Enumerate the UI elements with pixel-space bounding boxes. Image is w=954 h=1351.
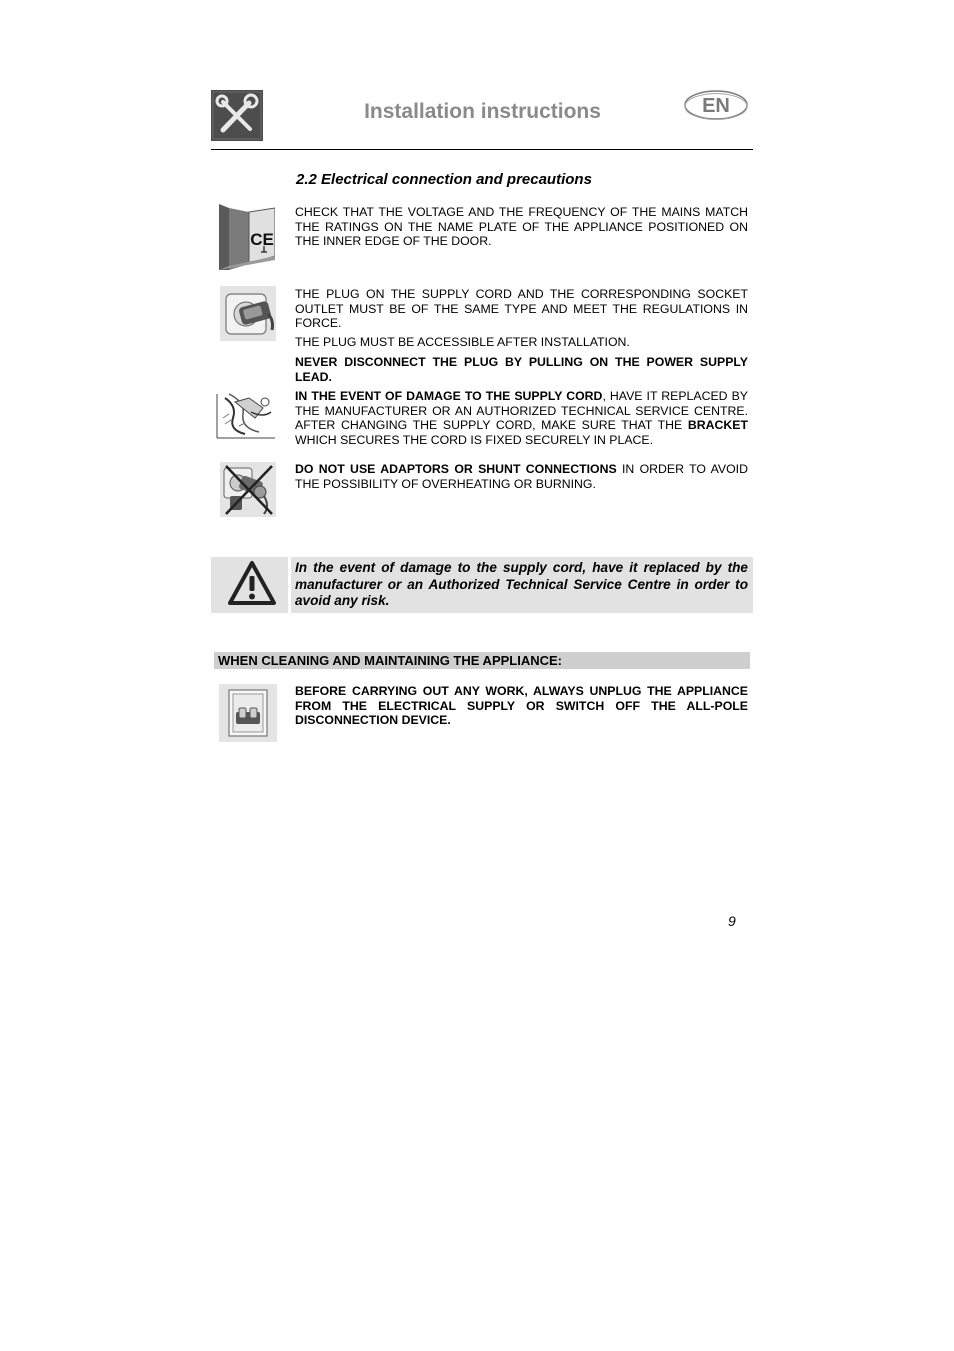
- language-badge-label: EN: [702, 95, 730, 117]
- page-title: Installation instructions: [364, 100, 601, 123]
- wall-switch-icon: [219, 684, 277, 742]
- cord-bracket: BRACKET: [687, 418, 748, 433]
- adaptors-paragraph: [295, 462, 748, 491]
- svg-text:CE: CE: [250, 230, 274, 249]
- cord-paragraph: [295, 389, 748, 447]
- header-divider: [211, 149, 753, 150]
- warning-triangle-icon: [227, 560, 277, 608]
- cord-lead: IN THE EVENT OF DAMAGE TO THE SUPPLY CORD: [295, 389, 603, 403]
- rating-plate-ce-icon: [219, 204, 275, 271]
- plug-paragraph: THE PLUG ON THE SUPPLY CORD AND THE CORRESPONDING SOCKET OUTLET MUST BE OF THE SAME TYPE AND MEET THE REGULATIONS IN FORCE.: [295, 287, 748, 331]
- never-disconnect-paragraph: NEVER DISCONNECT THE PLUG BY PULLING ON THE POWER SUPPLY LEAD.: [295, 355, 748, 384]
- language-badge: [684, 89, 748, 121]
- plug-accessible-paragraph: THE PLUG MUST BE ACCESSIBLE AFTER INSTALLATION.: [295, 335, 630, 349]
- cleaning-heading: WHEN CLEANING AND MAINTAINING THE APPLIANCE:: [218, 653, 563, 668]
- cleaning-paragraph: BEFORE CARRYING OUT ANY WORK, ALWAYS UNPLUG THE APPLIANCE FROM THE ELECTRICAL SUPPLY OR SWITCH OFF THE ALL-POLE DISCONNECTION DEVICE.: [295, 684, 748, 728]
- cord-text-1: , HAVE IT REPLACED BY THE MANUFACTURER OR AN AUTHORIZED TECHNICAL SERVICE CENTRE. AFTER CHANGING THE SUPPLY CORD, MAKE SURE THAT THE: [295, 389, 749, 433]
- section-heading: 2.2 Electrical connection and precautions: [296, 171, 592, 188]
- plug-socket-icon: [220, 286, 276, 341]
- supply-cord-icon: [215, 388, 277, 440]
- warning-icon-cell: [211, 557, 288, 613]
- warning-message: In the event of damage to the supply cord, have it replaced by the manufacturer or an Authorized Technical Service Centre in order to avoid any risk.: [295, 560, 748, 608]
- adaptors-text: IN ORDER TO AVOID THE POSSIBILITY OF OVERHEATING OR BURNING.: [295, 462, 748, 491]
- cord-text-2: WHICH SECURES THE CORD IS FIXED SECURELY IN PLACE.: [295, 432, 654, 447]
- tools-icon: [211, 90, 263, 141]
- page-number: 9: [728, 913, 736, 929]
- no-adaptor-icon: [220, 462, 276, 517]
- voltage-paragraph: CHECK THAT THE VOLTAGE AND THE FREQUENCY OF THE MAINS MATCH THE RATINGS ON THE NAME PLATE OF THE APPLIANCE POSITIONED ON THE INNER EDGE OF THE DOOR.: [295, 205, 748, 249]
- adaptors-lead: DO NOT USE ADAPTORS OR SHUNT CONNECTIONS: [295, 462, 617, 476]
